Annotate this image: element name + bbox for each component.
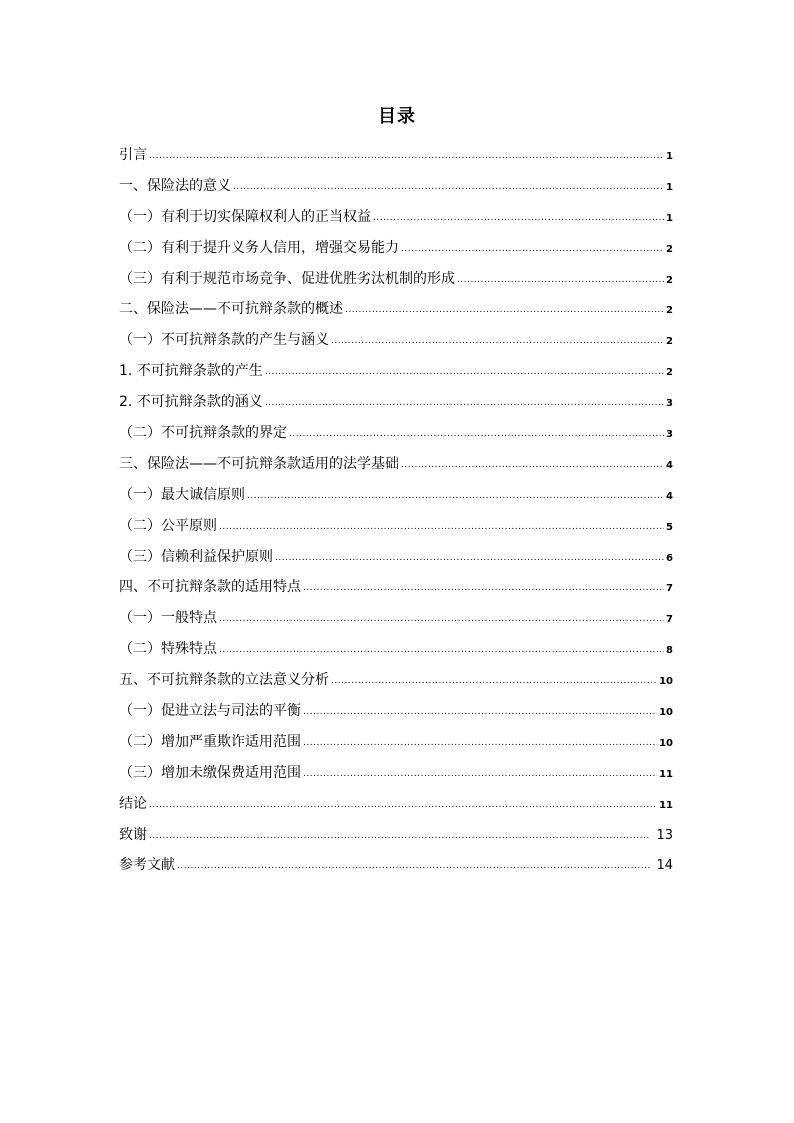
toc-entry-page-number: 6 — [666, 552, 673, 564]
toc-entry-page-number: 2 — [666, 305, 673, 317]
toc-entry[interactable] — [119, 202, 673, 233]
toc-dot-leader — [149, 790, 657, 821]
toc-entry-label: （一）不可抗辩条款的产生与涵义 — [119, 332, 329, 349]
toc-entry-label: （二）有利于提升义务人信用，增强交易能力 — [119, 239, 399, 256]
toc-dot-leader — [247, 481, 664, 512]
toc-dot-leader — [373, 203, 664, 234]
toc-entry[interactable] — [119, 233, 673, 264]
toc-entry-label: 参考文献 — [119, 857, 175, 874]
toc-entry-page-number: 11 — [659, 799, 673, 811]
toc-dot-leader — [401, 450, 664, 481]
toc-dot-leader — [303, 573, 664, 604]
toc-entry-page-number: 14 — [656, 858, 673, 874]
toc-dot-leader — [219, 635, 664, 666]
toc-entry[interactable] — [119, 264, 673, 295]
toc-dot-leader — [265, 357, 664, 388]
toc-entry[interactable] — [119, 727, 673, 758]
toc-entry-page-number: 2 — [666, 367, 673, 379]
toc-entry-label: （二）不可抗辩条款的界定 — [119, 425, 287, 442]
toc-entry-label: 一、保险法的意义 — [119, 177, 231, 194]
toc-entry-label: 2. 不可抗辩条款的涵义 — [119, 394, 263, 411]
toc-entry-label: （一）有利于切实保障权利人的正当权益 — [119, 208, 371, 225]
toc-entry-label: （三）增加未缴保费适用范围 — [119, 764, 301, 781]
toc-entry-label: （一）一般特点 — [119, 610, 217, 627]
toc-dot-leader — [265, 388, 664, 419]
toc-entry-label: （二）公平原则 — [119, 517, 217, 534]
toc-entry[interactable] — [119, 294, 673, 325]
toc-entry[interactable] — [119, 387, 673, 418]
toc-entry[interactable] — [119, 325, 673, 356]
toc-entry[interactable] — [119, 140, 673, 171]
toc-entry[interactable] — [119, 850, 673, 881]
toc-entry-label: （二）特殊特点 — [119, 641, 217, 658]
toc-entry[interactable] — [119, 789, 673, 820]
toc-entry-page-number: 5 — [666, 521, 673, 533]
toc-entry-label: 五、不可抗辩条款的立法意义分析 — [119, 672, 329, 689]
toc-entry[interactable] — [119, 572, 673, 603]
toc-entry[interactable] — [119, 480, 673, 511]
toc-entry-label: （一）促进立法与司法的平衡 — [119, 703, 301, 720]
toc-entry-page-number: 2 — [666, 336, 673, 348]
toc-entry-label: （三）有利于规范市场竞争、促进优胜劣汰机制的形成 — [119, 270, 455, 287]
toc-dot-leader — [233, 172, 664, 203]
toc-entry-page-number: 13 — [656, 827, 673, 843]
toc-entry-page-number: 10 — [659, 707, 673, 719]
toc-entry-label: （三）信赖利益保护原则 — [119, 548, 273, 565]
toc-entry-page-number: 7 — [666, 583, 673, 595]
toc-entry[interactable] — [119, 634, 673, 665]
toc-dot-leader — [303, 697, 657, 728]
toc-entry[interactable] — [119, 665, 673, 696]
toc-entry[interactable] — [119, 603, 673, 634]
toc-dot-leader — [177, 851, 650, 882]
toc-entry-label: 致谢 — [119, 826, 147, 843]
toc-dot-leader — [303, 759, 657, 790]
toc-dot-leader — [219, 512, 664, 543]
toc-entry-label: 四、不可抗辩条款的适用特点 — [119, 579, 301, 596]
toc-dot-leader — [275, 543, 664, 574]
toc-dot-leader — [457, 265, 664, 296]
toc-entry-page-number: 4 — [666, 459, 673, 471]
toc-entry-label: 三、保险法——不可抗辩条款适用的法学基础 — [119, 455, 399, 472]
toc-dot-leader — [303, 728, 657, 759]
toc-dot-leader — [345, 295, 664, 326]
toc-entry-page-number: 4 — [666, 490, 673, 502]
toc-entry[interactable] — [119, 511, 673, 542]
toc-entry-label: 结论 — [119, 795, 147, 812]
toc-entry-page-number: 1 — [666, 181, 673, 193]
toc-entry-page-number: 10 — [659, 737, 673, 749]
toc-entry-page-number: 11 — [659, 768, 673, 780]
toc-entry-page-number: 10 — [659, 676, 673, 688]
toc-entry-page-number: 8 — [666, 645, 673, 657]
toc-entry[interactable] — [119, 696, 673, 727]
toc-entry-page-number: 3 — [666, 429, 673, 441]
toc-dot-leader — [219, 604, 664, 635]
toc-entry[interactable] — [119, 542, 673, 573]
toc-entry-label: （一）最大诚信原则 — [119, 486, 245, 503]
toc-entry-label: （二）增加严重欺诈适用范围 — [119, 733, 301, 750]
toc-dot-leader — [289, 419, 664, 450]
toc-entry-page-number: 1 — [666, 151, 673, 162]
toc-dot-leader — [149, 821, 650, 852]
toc-entry-page-number: 2 — [666, 274, 673, 286]
toc-entry-page-number: 2 — [666, 243, 673, 255]
toc-dot-leader — [401, 234, 664, 265]
toc-list — [119, 140, 673, 881]
toc-entry[interactable] — [119, 449, 673, 480]
toc-entry[interactable] — [119, 820, 673, 851]
toc-entry[interactable] — [119, 418, 673, 449]
toc-dot-leader — [149, 141, 664, 172]
toc-entry-label: 二、保险法——不可抗辩条款的概述 — [119, 301, 343, 318]
toc-entry-page-number: 3 — [666, 398, 673, 410]
toc-entry-label: 引言 — [119, 147, 147, 163]
toc-entry-label: 1. 不可抗辩条款的产生 — [119, 363, 263, 380]
toc-entry-page-number: 1 — [666, 212, 673, 224]
toc-dot-leader — [331, 666, 657, 697]
toc-title: 目录 — [378, 106, 416, 127]
toc-entry-page-number: 7 — [666, 614, 673, 626]
toc-entry[interactable] — [119, 356, 673, 387]
toc-entry[interactable] — [119, 171, 673, 202]
toc-entry[interactable] — [119, 758, 673, 789]
toc-dot-leader — [331, 326, 664, 357]
